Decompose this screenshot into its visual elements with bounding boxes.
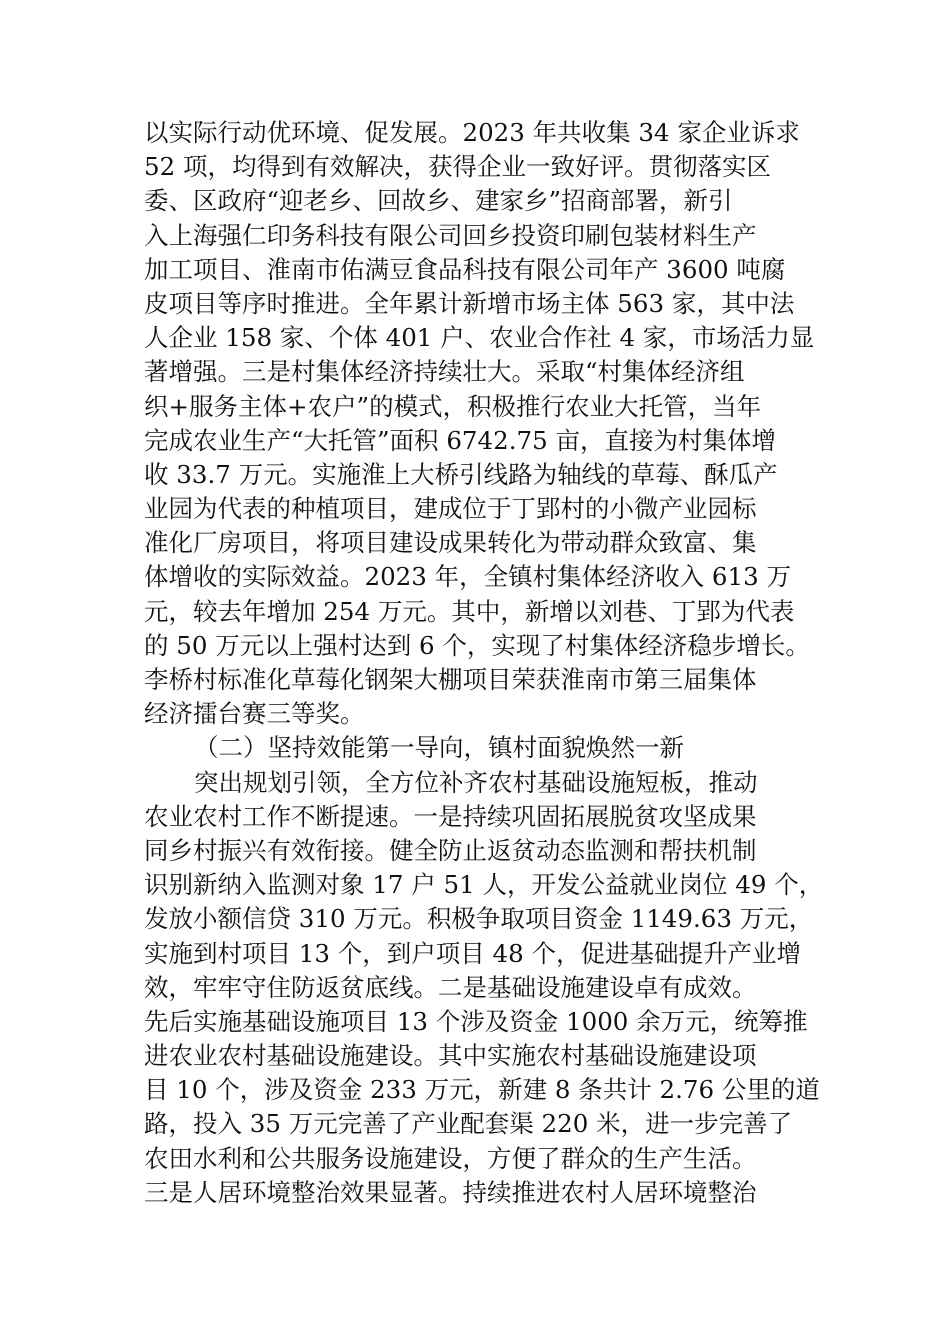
text-line: 52 项，均得到有效解决，获得企业一致好评。贯彻落实区 <box>144 152 771 182</box>
text-line: 农业农村工作不断提速。一是持续巩固拓展脱贫攻坚成果 <box>144 801 757 831</box>
text-line: 委、区政府“迎老乡、回故乡、建家乡”招商部署，新引 <box>144 186 733 216</box>
text-line: 经济擂台赛三等奖。 <box>144 699 365 729</box>
text-line: 著增强。三是村集体经济持续壮大。采取“村集体经济组 <box>144 357 745 387</box>
text-line: 业园为代表的种植项目，建成位于丁郢村的小微产业园标 <box>144 494 757 524</box>
text-line: 三是人居环境整治效果显著。持续推进农村人居环境整治 <box>144 1177 757 1207</box>
text-line: 农田水利和公共服务设施建设，方便了群众的生产生活。 <box>144 1143 757 1173</box>
text-line: 发放小额信贷 310 万元。积极争取项目资金 1149.63 万元， <box>144 904 814 934</box>
text-line: 加工项目、淮南市佑满豆食品科技有限公司年产 3600 吨腐 <box>144 254 786 284</box>
text-line: 效，牢牢守住防返贫底线。二是基础设施建设卓有成效。 <box>144 972 757 1002</box>
text-line: 先后实施基础设施项目 13 个涉及资金 1000 余万元，统筹推 <box>144 1006 808 1036</box>
paragraph-first-line: 突出规划引领，全方位补齐农村基础设施短板，推动 <box>194 767 758 797</box>
text-line: 入上海强仁印务科技有限公司回乡投资印刷包装材料生产 <box>144 220 757 250</box>
text-line: 以实际行动优环境、促发展。2023 年共收集 34 家企业诉求 <box>144 118 800 147</box>
text-line: 准化厂房项目，将项目建设成果转化为带动群众致富、集 <box>144 528 757 558</box>
text-line: 人企业 158 家、个体 401 户、农业合作社 4 家，市场活力显 <box>144 323 815 353</box>
text-line: 识别新纳入监测对象 17 户 51 人，开发公益就业岗位 49 个， <box>144 870 824 900</box>
text-line: 李桥村标准化草莓化钢架大棚项目荣获淮南市第三届集体 <box>144 665 757 694</box>
text-line: 的 50 万元以上强村达到 6 个，实现了村集体经济稳步增长。 <box>144 630 810 660</box>
section-heading: （二）坚持效能第一导向，镇村面貌焕然一新 <box>194 733 684 763</box>
text-line: 路，投入 35 万元完善了产业配套渠 220 米，进一步完善了 <box>144 1109 793 1139</box>
body-text <box>144 116 834 1210</box>
text-line: 收 33.7 万元。实施淮上大桥引线路为轴线的草莓、酥瓜产 <box>144 459 778 489</box>
text-line: 实施到村项目 13 个，到户项目 48 个，促进基础提升产业增 <box>144 938 801 968</box>
text-line: 完成农业生产“大托管”面积 6742.75 亩，直接为村集体增 <box>144 425 776 455</box>
text-line: 元，较去年增加 254 万元。其中，新增以刘巷、丁郢为代表 <box>144 596 795 626</box>
text-line: 体增收的实际效益。2023 年，全镇村集体经济收入 613 万 <box>144 562 791 592</box>
text-line: 织+服务主体+农户”的模式，积极推行农业大托管，当年 <box>144 391 762 421</box>
text-line: 同乡村振兴有效衔接。健全防止返贫动态监测和帮扶机制 <box>144 835 757 865</box>
text-line: 目 10 个，涉及资金 233 万元，新建 8 条共计 2.76 公里的道 <box>144 1075 820 1105</box>
text-line: 皮项目等序时推进。全年累计新增市场主体 563 家，其中法 <box>144 288 795 318</box>
text-line: 进农业农村基础设施建设。其中实施农村基础设施建设项 <box>144 1041 757 1071</box>
